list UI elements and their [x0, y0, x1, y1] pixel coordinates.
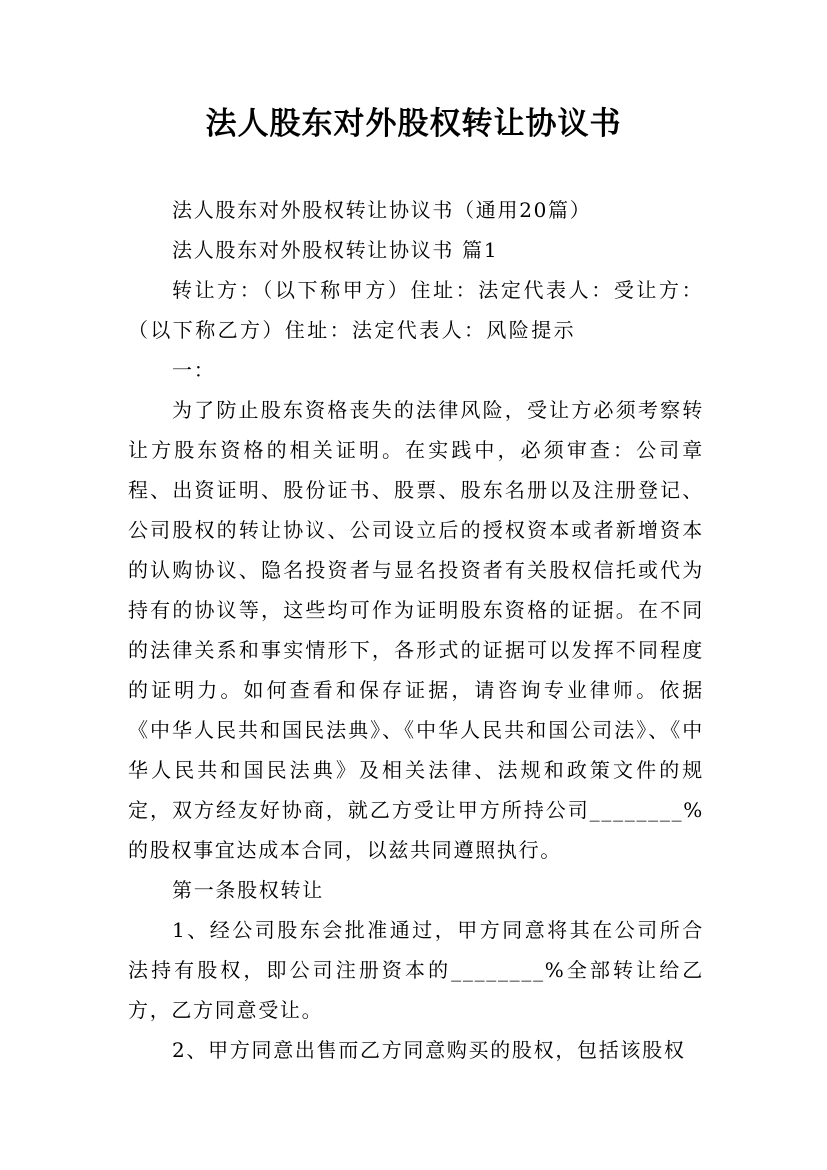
paragraph-risk-text: 为了防止股东资格丧失的法律风险，受让方必须考察转让方股东资格的相关证明。在实践中，必须审查：公司章程、出资证明、股份证书、股票、股东名册以及注册登记、公司股权的转让协议、公司设立后的授权资本或者新增资本的认购协议、隐名投资者与显名投资者有关股权信托或代为持有的协议等，这些均可作为证明股东资格的证据。在不同的法律关系和事实情形下，各形式的证据可以发挥不同程度的证明力。如何查看和保存证据，请咨询专业律师。依据《中华人民共和国民法典》、《中华人民共和国公司法》、《中华人民共和国民法典》及相关法律、法规和政策文件的规定，双方经友好协商，就乙方受让甲方所持公司________%的股权事宜达成本合同，以兹共同遵照执行。: [128, 398, 704, 862]
paragraph-clause-2: 2、甲方同意出售而乙方同意购买的股权，包括该股权: [172, 1038, 686, 1062]
paragraph-clause-1: 1、经公司股东会批准通过，甲方同意将其在公司所合法持有股权，即公司注册资本的________%全部转让给乙方，乙方同意受让。: [128, 918, 704, 1022]
paragraph-risk-number: 一：: [172, 358, 216, 382]
paragraph-parties: 转让方：（以下称甲方）住址：法定代表人：受让方：（以下称乙方）住址：法定代表人：风险提示: [128, 278, 704, 342]
paragraph-section-heading: 第一条股权转让: [172, 878, 324, 902]
paragraph-article-heading: 法人股东对外股权转让协议书 篇1: [172, 238, 499, 262]
document-body: [128, 190, 704, 1070]
document-title: 法人股东对外股权转让协议书: [205, 106, 622, 142]
paragraph-collection-title: 法人股东对外股权转让协议书（通用20篇）: [172, 198, 592, 222]
